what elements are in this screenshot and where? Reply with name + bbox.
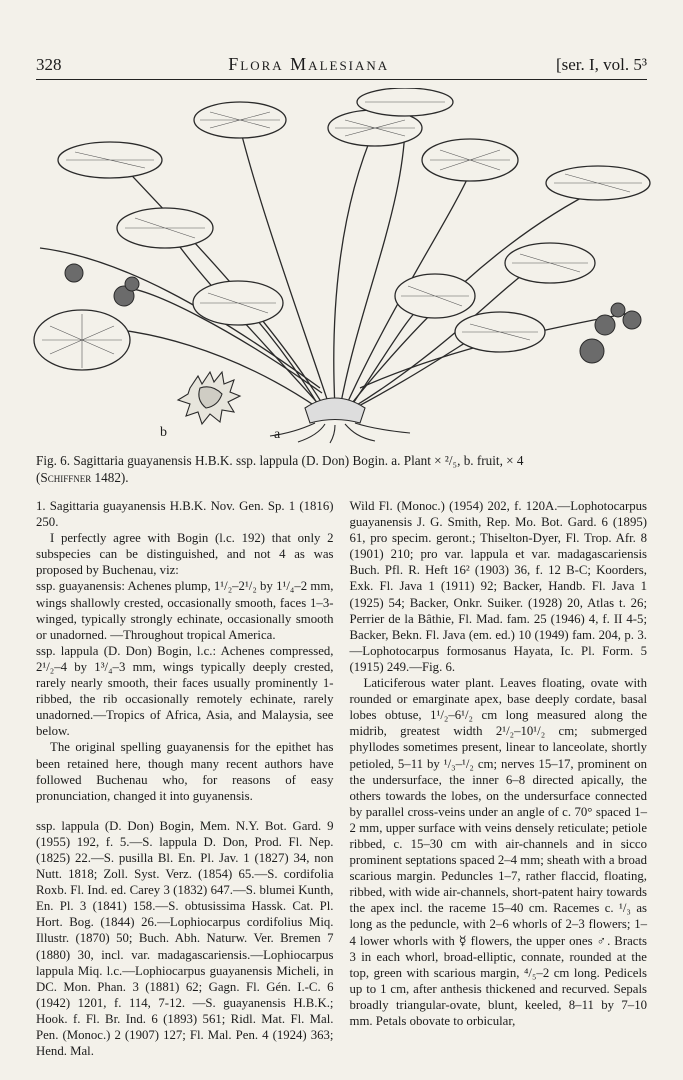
two-column-body <box>36 498 647 1058</box>
figure-label-a: a <box>274 427 281 442</box>
paragraph-ssp-lappula-synonymy: ssp. lappula (D. Don) Bogin, Mem. N.Y. Bot. Gard. 9 (1955) 192, f. 5.—S. lappula D. Don, Prod. Fl. Nep. (1825) 22.—S. pusilla Bl. En. Pl. Jav. 1 (1827) 34, non Nutt. 1818; Zoll. Syst. Verz. (1854) 65.—S. cordifolia Roxb. Fl. Ind. ed. Carey 3 (1832) 647.—S. blumei Kunth, En. Pl. 3 (1841) 158.—S. obtusissima Hassk. Cat. Pl. Hort. Bog. (1844) 26.—Lophiocarpus cordifolius Miq. Illustr. (1870) 50; Buch. Abh. Naturw. Ver. Bremen 7 (1880) 30, incl. var. madagascariensis.—Lophiocarpus lappula Miq. l.c.—Lophiocarpus guayanensis Micheli, in DC. Mon. Phan. 3 (1881) 62; Gagn. Fl. Gén. I.-C. 6 (1942) 1201, f. 114, 7-12. —S. guayanensis H.B.K.; Hook. f. Fl. Br. Ind. 6 (1893) 561; Ridl. Mat. Fl. Mal. Pen. (Monoc.) 2 (1907) 127; Fl. Mal. Pen. 4 (1924) 363; Hend. Mal. <box>36 818 334 1059</box>
caption-line-2: (Schiffner 1482). <box>36 470 129 485</box>
series-volume: [ser. I, vol. 5³ <box>555 55 647 74</box>
paragraph-synonymy-continued: Wild Fl. (Monoc.) (1954) 202, f. 120A.—Lophotocarpus guayanensis J. G. Smith, Rep. Mo. Bot. Gard. 6 (1895) 61, pro specim. geront.; Thiselton-Dyer, Fl. Trop. Afr. 8 (1901) 210; pro var. lappula et var. madagascariensis Buch. Pfl. R. Heft 16² (1903) 36, f. 12 B-C; Koorders, Exk. Fl. Java 1 (1911) 92; Backer, Handb. Fl. Java 1 (1925) 54; Backer, Onkr. Suiker. (1928) 20, Atlas t. 26; Perrier de la Bâthie, Fl. Mad. fam. 25 (1946) 4, f. II 4-5; Backer, Bekn. Fl. Java (em. ed.) 10 (1949) fam. 204, p. 3.—Lophotocarpus formosanus Hayata, Ic. Pl. Form. 5 (1915) 249.—Fig. 6. <box>349 499 647 674</box>
caption-line-1: Fig. 6. Sagittaria guayanensis H.B.K. ssp. lappula (D. Don) Bogin. a. Plant × ²/₅, b. fruit, × 4 <box>36 453 524 468</box>
species-heading: 1. Sagittaria guayanensis H.B.K. Nov. Gen. Sp. 1 (1816) 250. <box>36 499 334 530</box>
running-header <box>36 54 647 76</box>
page-number: 328 <box>36 55 62 74</box>
paragraph-ssp-lappula-summary: ssp. lappula (D. Don) Bogin, l.c.: Achenes compressed, 2¹/₂–4 by 1³/₄–3 mm, wings typically deeply crested, rarely nearly smooth, their faces usually prominently 1-ribbed, the rib occasionally remotely echinate, rarely unadorned.—Tropics of Africa, Asia, and Malaysia, see below. <box>36 643 334 739</box>
header-rule <box>36 79 647 80</box>
left-column <box>36 498 334 1058</box>
paragraph-spelling-note: The original spelling guayanensis for the epithet has been retained here, though many recent authors have followed Buchenau who, for reasons of easy pronunciation, changed it into guyanensis. <box>36 740 334 803</box>
paragraph-description: Laticiferous water plant. Leaves floating, ovate with rounded or emarginate apex, base deeply cordate, basal lobes obtuse, 1¹/₂–6¹/₂ cm long measured along the midrib, greatest width 2¹/₂–10¹/₂ cm; submerged phyllodes sometimes present, linear to lanceolate, shortly petioled, 5–11 by ¹/₃–¹/₂ cm; nerves 15–17, prominent on the undersurface, the inner 6–8 directed apically, the others towards the lobes, on the undersurface connected by parallel cross-veins under an angle of c. 70° spaced 1–2 mm, upper surface with veins densely reticulate; petiole ribbed, c. 15–30 cm with air-channels and in sicco prominent septations spaced 2–4 mm; sheath with a broad scarious margin. Peduncles 1–7, rather flaccid, floating, ribbed, with wide air-channels, short-patent hairy towards the apex incl. the raceme 15–40 cm. Racemes c. ¹/₃ as long as the peduncle, with 2–6 whorls of 2–3 flowers; 1–4 lower whorls with ☿ flowers, the upper ones ♂. Bracts 3 in each whorl, broad-elliptic, connate, rounded at the top, green with scarious margin, ⁴/₅–2 cm long. Pedicels up to 1 cm, after anthesis thickened and recurved. Sepals broadly triangular-ovate, blunt, keeled, 8–11 by 7–10 mm. Petals obovate to orbicular, <box>349 676 647 1028</box>
paragraph-subspecies-intro: I perfectly agree with Bogin (l.c. 192) that only 2 subspecies can be distinguished, and not 4 as was proposed by Buchenau, viz: <box>36 531 334 578</box>
right-column <box>350 498 648 1058</box>
book-title: Flora Malesiana <box>228 54 390 74</box>
botanical-illustration <box>30 88 652 444</box>
paragraph-ssp-guayanensis: ssp. guayanensis: Achenes plump, 1¹/₂–2¹/₂ by 1¹/₄–2 mm, wings shallowly crested, occasionally smooth, faces 1–3-winged, typically strongly echinate, occasionally smooth or unadorned. —Throughout tropical America. <box>36 579 334 642</box>
figure-label-b: b <box>160 425 167 440</box>
figure-caption <box>36 452 647 486</box>
